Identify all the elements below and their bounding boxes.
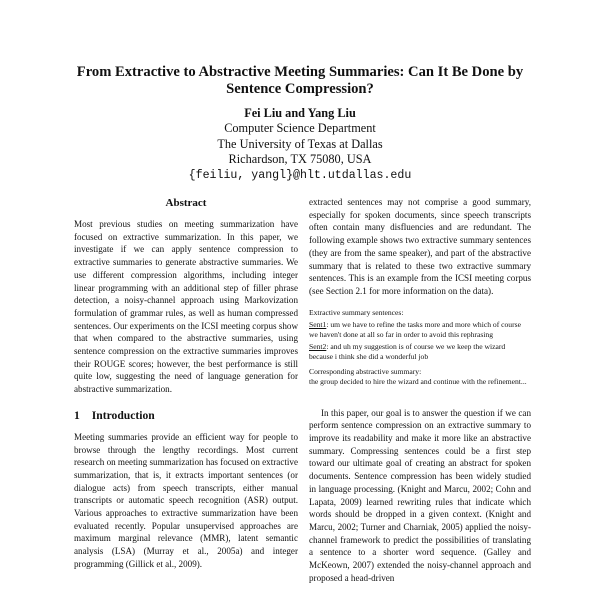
example-label: Extractive summary sentences: [309, 307, 404, 317]
sent1-text: : um we have to refine the tasks more and more which of course we haven't done at all so far in order to avoid this rephrasing [309, 319, 521, 339]
introduction-paragraph: Meeting summaries provide an efficient way for people to browse through the lengthy recordings. Most current research on meeting summarization has focused on extractive summarization, that is, it extracts important sentences (or dialogue acts) from speech transcripts, either manual transcripts or automatic speech recognition (ASR) output. Various approaches to extractive summarization have been evaluated recently. Popular unsupervised approaches are maximum marginal relevance (MMR), latent semantic analysis (LSA) (Murray et al., 2005a) and integer programming (Gillick et al., 2009). [74, 431, 298, 569]
right-paragraph-2: In this paper, our goal is to answer the question if we can perform sentence compression on an extractive summary to improve its readability and make it more like an abstractive summary. Compressing sentences could be a first step toward our ultimate goal of creating an abstract for spoken documents. Sentence compression has been widely studied in language processing. (Knight and Marcu, 2002; Cohn and Lapata, 2009) learned rewriting rules that indicate which words should be dropped in a given context. (Knight and Marcu, 2002; Turner and Charniak, 2005) applied the noisy-channel framework to predict the possibilities of translating a sentence to a shorter word sequence. (Galley and McKeown, 2007) extended the noisy-channel approach and proposed a head-driven [309, 407, 531, 583]
abstractive-text: the group decided to hire the wizard and continue with the refinement... [309, 376, 527, 386]
example-sentence-1 [309, 320, 531, 340]
affiliation-university: The University of Texas at Dallas [217, 136, 383, 151]
abstract-heading: Abstract [165, 197, 207, 209]
section-heading-introduction [74, 409, 298, 423]
abstractive-label: Corresponding abstractive summary: [309, 366, 422, 376]
paper-title: From Extractive to Abstractive Meeting Summaries: Can It Be Done by Sentence Compression? [76, 64, 524, 97]
author-names: Fei Liu and Yang Liu [244, 106, 356, 120]
sent1-label: Sent1 [309, 319, 327, 329]
section-title: Introduction [91, 408, 155, 422]
author-block [150, 106, 450, 183]
affiliation-department: Computer Science Department [224, 121, 376, 136]
example-box [309, 308, 531, 387]
sent2-label: Sent2 [309, 341, 327, 351]
right-column [309, 196, 531, 584]
abstract-text: Most previous studies on meeting summarization have focused on extractive summarization. In this paper, we investigate if we can apply sentence compression to extractive summaries to generate abstractive summaries. We use different compression algorithms, including integer linear programming with an additional step of filler phrase detection, a noisy-channel approach using Markovization formulation of grammar rules, as well as human compressed sentences. Our experiments on the ICSI meeting corpus show that when compared to the abstractive summaries, using sentence compression on the extractive summaries improves their ROUGE scores; however, the best performance is still quite low, suggesting the need of language generation for abstractive summarization. [74, 219, 299, 395]
affiliation-location: Richardson, TX 75080, USA [228, 152, 372, 167]
section-number: 1 [74, 408, 80, 422]
sent2-text: : and uh my suggestion is of course we we keep the wizard because i think she did a wonderful job [309, 341, 506, 361]
left-column [74, 196, 298, 571]
author-email: {feiliu, yangl}@hlt.utdallas.edu [188, 168, 412, 182]
abstractive-example [309, 367, 531, 387]
example-sentence-2 [309, 342, 531, 362]
right-paragraph-1: extracted sentences may not comprise a good summary, especially for spoken documents, since speech transcripts often contain many disfluencies and are redundant. The following example shows two extractive summary sentences (they are from the same speaker), and part of the abstractive summary that is related to these two extractive summary sentences. This is an example from the ICSI meeting corpus (see Section 2.1 for more information on the data). [309, 197, 531, 296]
